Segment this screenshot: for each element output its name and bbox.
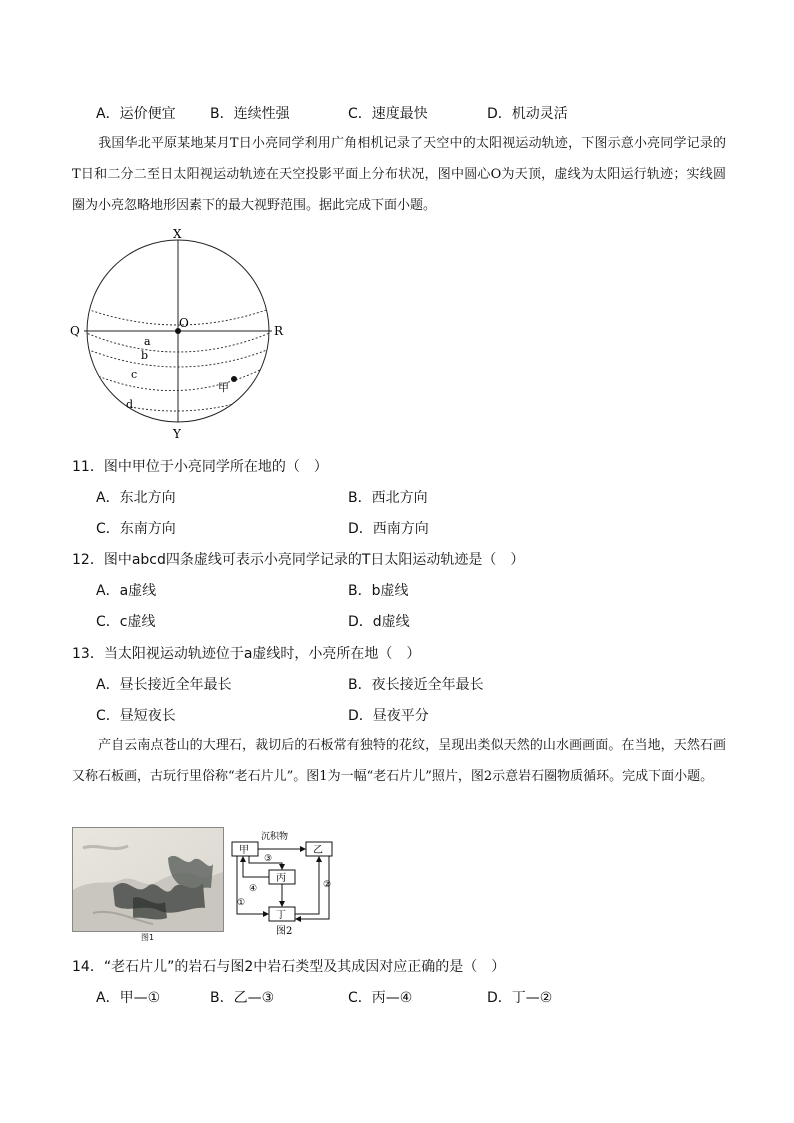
point-jia	[231, 376, 237, 382]
q13-option-b: B．夜长接近全年最长	[348, 677, 484, 693]
q10-option-b: B．连续性强	[210, 106, 290, 122]
box-yi-label: 乙	[313, 845, 323, 856]
q11-option-d: D．西南方向	[348, 521, 429, 537]
q12-option-c: C．c虚线	[96, 614, 156, 630]
q10-option-a: A．运价便宜	[96, 106, 176, 122]
q13-stem: 13．当太阳视运动轨迹位于a虚线时，小亮所在地（ ）	[72, 646, 421, 662]
arrow-4-label: ④	[249, 884, 258, 894]
box-bing-label: 丙	[276, 873, 286, 884]
sky-projection-figure	[66, 224, 296, 444]
q12-stem: 12．图中abcd四条虚线可表示小亮同学记录的T日太阳运动轨迹是（ ）	[72, 552, 525, 568]
q14-option-a: A．甲—①	[96, 990, 161, 1006]
q11-option-a: A．东北方向	[96, 490, 176, 506]
stone-painting-image	[73, 828, 223, 931]
q12-option-b: B．b虚线	[348, 583, 409, 599]
label-o: O	[179, 316, 189, 330]
q13-option-d: D．昼夜平分	[348, 708, 429, 724]
label-a: a	[144, 335, 151, 348]
arrow-1-label: ①	[237, 898, 246, 908]
rock-cycle-diagram	[229, 829, 339, 939]
arrow-3-label: ③	[264, 854, 273, 864]
label-b: b	[141, 349, 149, 362]
fig1-caption: 图1	[141, 933, 155, 942]
intro-paragraph-2	[72, 730, 726, 792]
arrow-2-label: ②	[323, 880, 332, 890]
q14-stem: 14．“老石片儿”的岩石与图2中岩石类型及其成因对应正确的是（ ）	[72, 959, 506, 975]
fig2-caption: 图2	[276, 926, 293, 937]
intro-1-text: 我国华北平原某地某月T日小亮同学利用广角相机记录了天空中的太阳视运动轨迹，下图示意小亮同学记录的T日和二分二至日太阳视运动轨迹在天空投影平面上分布状况，图中圆心O为天顶，虚线为太阳运行轨迹；实线圆圈为小亮忽略地形因素下的最大视野范围。据此完成下面小题。	[72, 136, 726, 213]
q12-option-d: D．d虚线	[348, 614, 410, 630]
label-y: Y	[173, 427, 181, 441]
q14-option-b: B．乙—③	[210, 990, 275, 1006]
label-q: Q	[70, 324, 80, 338]
q12-option-a: A．a虚线	[96, 583, 157, 599]
q14-option-d: D．丁—②	[487, 990, 553, 1006]
label-c: c	[131, 368, 138, 381]
label-d: d	[126, 398, 134, 411]
q10-option-d: D．机动灵活	[487, 106, 568, 122]
stone-painting-photo	[72, 827, 224, 932]
label-x: X	[173, 227, 182, 241]
label-jia: 甲	[218, 381, 229, 394]
arrow-2	[295, 857, 319, 914]
q13-option-c: C．昼短夜长	[96, 708, 176, 724]
q11-stem: 11．图中甲位于小亮同学所在地的（ ）	[72, 459, 328, 475]
q10-option-c: C．速度最快	[348, 106, 428, 122]
sediment-label: 沉积物	[261, 832, 289, 842]
box-jia-label: 甲	[239, 845, 249, 856]
q13-option-a: A．昼长接近全年最长	[96, 677, 232, 693]
intro-paragraph-1	[72, 128, 726, 221]
label-r: R	[274, 324, 284, 338]
q11-option-b: B．西北方向	[348, 490, 428, 506]
q14-option-c: C．丙—④	[348, 990, 413, 1006]
intro-2-text: 产自云南点苍山的大理石，裁切后的石板常有独特的花纹，呈现出类似天然的山水画画面。在当地，天然石画又称石板画，古玩行里俗称“老石片儿”。图1为一幅“老石片儿”照片，图2示意岩石圈物质循环。完成下面小题。	[72, 738, 726, 784]
box-ding-label: 丁	[276, 910, 286, 921]
q11-option-c: C．东南方向	[96, 521, 176, 537]
